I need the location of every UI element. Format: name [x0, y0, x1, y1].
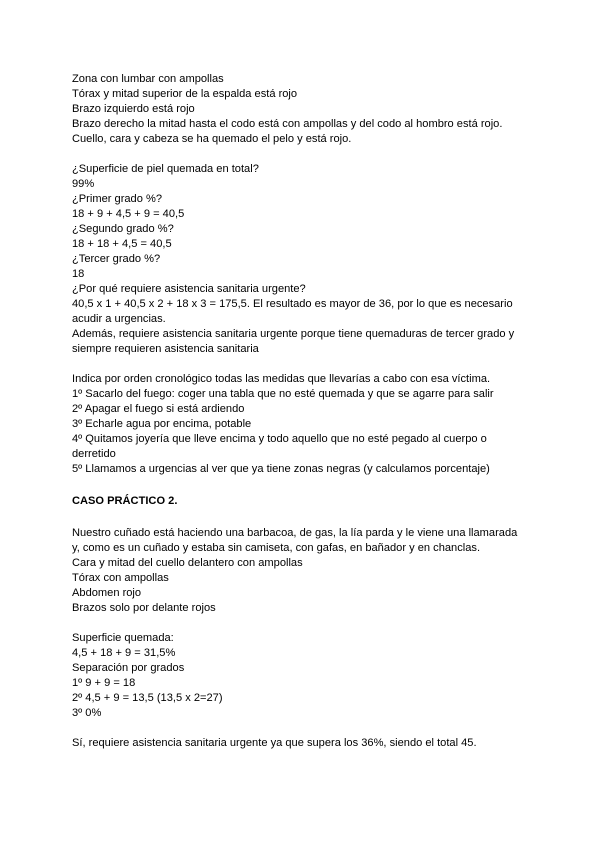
answer-line: 40,5 x 1 + 40,5 x 2 + 18 x 3 = 175,5. El resultado es mayor de 36, por lo que es necesario: [72, 298, 513, 310]
list-item: 1º Sacarlo del fuego: coger una tabla que no esté quemada y que se agarre para salir: [72, 388, 494, 400]
text-line: Brazos solo por delante rojos: [72, 602, 216, 614]
question-line: ¿Tercer grado %?: [72, 253, 161, 265]
text-line: 1º 9 + 9 = 18: [72, 677, 136, 689]
text-line: Tórax con ampollas: [72, 572, 169, 584]
text-line: Abdomen rojo: [72, 587, 142, 599]
text-line: Separación por grados: [72, 662, 185, 674]
case2-description: [72, 526, 532, 616]
answer-line: Además, requiere asistencia sanitaria urgente porque tiene quemaduras de tercer grado y: [72, 328, 515, 340]
answer-line: 99%: [72, 178, 95, 190]
text-line: 3º 0%: [72, 707, 102, 719]
question-line: ¿Primer grado %?: [72, 193, 163, 205]
question-line: ¿Superficie de piel quemada en total?: [72, 163, 259, 175]
answer-line: 18 + 18 + 4,5 = 40,5: [72, 238, 172, 250]
list-item: 5º Llamamos a urgencias al ver que ya tiene zonas negras (y calculamos porcentaje): [72, 463, 490, 475]
case2-calculation: [72, 631, 532, 721]
conclusion-line: Sí, requiere asistencia sanitaria urgente ya que supera los 36%, siendo el total 45.: [72, 737, 477, 749]
text-line: Superficie quemada:: [72, 632, 174, 644]
text-line: 2º 4,5 + 9 = 13,5 (13,5 x 2=27): [72, 692, 223, 704]
case-heading: CASO PRÁCTICO 2.: [72, 495, 178, 507]
list-item: 3º Echarle agua por encima, potable: [72, 418, 252, 430]
answer-line: 18 + 9 + 4,5 + 9 = 40,5: [72, 208, 185, 220]
question-line: ¿Por qué requiere asistencia sanitaria urgente?: [72, 283, 306, 295]
text-line: Cuello, cara y cabeza se ha quemado el pelo y está rojo.: [72, 133, 352, 145]
questions-block: [72, 162, 532, 357]
question-line: ¿Segundo grado %?: [72, 223, 174, 235]
answer-line: acudir a urgencias.: [72, 313, 166, 325]
text-line: 4,5 + 18 + 9 = 31,5%: [72, 647, 176, 659]
answer-line: 18: [72, 268, 85, 280]
list-item: 2º Apagar el fuego si está ardiendo: [72, 403, 245, 415]
text-line: Brazo derecho la mitad hasta el codo está con ampollas y del codo al hombro está rojo.: [72, 118, 503, 130]
document-page: [72, 72, 532, 751]
text-line: Zona con lumbar con ampollas: [72, 73, 224, 85]
list-item: derretido: [72, 448, 116, 460]
list-item: 4º Quitamos joyería que lleve encima y todo aquello que no esté pegado al cuerpo o: [72, 433, 487, 445]
text-line: Nuestro cuñado está haciendo una barbacoa, de gas, la lía parda y le viene una llamarada: [72, 527, 518, 539]
text-line: y, como es un cuñado y estaba sin camiseta, con gafas, en bañador y en chanclas.: [72, 542, 481, 554]
measures-block: [72, 372, 532, 477]
text-line: Brazo izquierdo está rojo: [72, 103, 195, 115]
text-line: Indica por orden cronológico todas las medidas que llevarías a cabo con esa víctima.: [72, 373, 491, 385]
answer-line: siempre requieren asistencia sanitaria: [72, 343, 259, 355]
text-line: Cara y mitad del cuello delantero con ampollas: [72, 557, 303, 569]
burn-zones-block: [72, 72, 532, 147]
text-line: Tórax y mitad superior de la espalda está rojo: [72, 88, 298, 100]
